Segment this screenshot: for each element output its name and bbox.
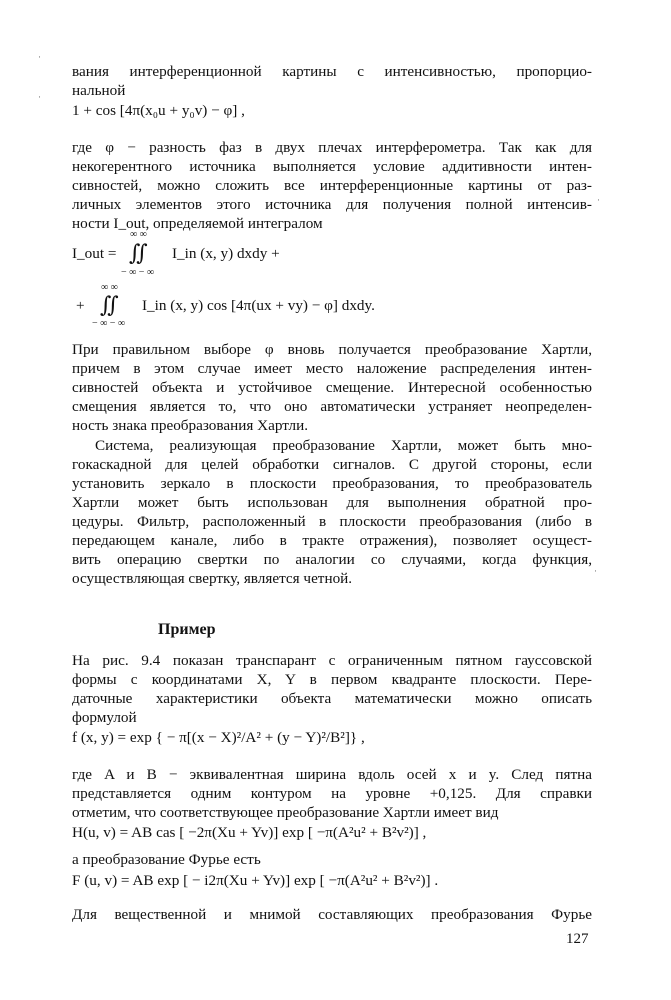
text-line: Для вещественной и мнимой составляющих преобразования Фурье [72, 906, 592, 923]
text-line: а преобразование Фурье есть [72, 851, 261, 868]
text-line: где A и B − эквивалентная ширина вдоль осей x и y. След пятна [72, 766, 592, 783]
text-line: передающем канале, либо в тракте отражения), позволяет осущест- [72, 532, 592, 549]
text-line: осуществляющая свертку, является четной. [72, 570, 353, 587]
text-line: вания интерференционной картины с интенсивностью, пропорцио- [72, 63, 592, 80]
scan-mark: · [38, 52, 41, 62]
integral-lower-limit: − ∞ − ∞ [121, 267, 155, 278]
text-line: представляется одним контуром на уровне +0,125. Для справки [72, 785, 592, 802]
scan-mark: · [594, 566, 597, 576]
text-line: вить операцию свертки по аналогии со случаями, когда функция, [72, 551, 592, 568]
text-line: гокаскадной для целей обработки сигналов. С другой стороны, если [72, 456, 592, 473]
formula-fourier: F (u, v) = AB exp [ − i2π(Xu + Yv)] exp [ −π(A²u² + B²v²)] . [72, 872, 439, 889]
text-line: сивностей, можно сложить все интерференционные картины от раз- [72, 177, 592, 194]
scan-mark: · [597, 195, 600, 205]
integral-lhs: I_out = [72, 245, 117, 262]
text-line: ности I_out, определяемой интегралом [72, 215, 323, 232]
text-line: отметим, что соответствующее преобразование Хартли имеет вид [72, 804, 499, 821]
double-integral-symbol: ∬ [100, 292, 119, 317]
scan-mark: · [38, 92, 41, 102]
integral-upper-limit: ∞ ∞ [130, 229, 147, 240]
text-line: ность знака преобразования Хартли. [72, 417, 308, 434]
page-number: 127 [566, 931, 589, 947]
text-line: даточные характеристики объекта математически можно описать [72, 690, 592, 707]
text-line: формулой [72, 709, 137, 726]
double-integral-symbol: ∬ [129, 240, 148, 265]
integral-term-1: I_in (x, y) dxdy + [172, 245, 280, 262]
integral-lower-limit: − ∞ − ∞ [92, 318, 126, 329]
formula-interference: 1 + cos [4π(x₀u + y₀v) − φ] , [72, 102, 245, 119]
integral-term-2: I_in (x, y) cos [4π(ux + vy) − φ] dxdy. [142, 297, 375, 314]
text-line: цедуры. Фильтр, расположенный в плоскости преобразования (либо в [72, 513, 592, 530]
text-line: смещения является то, что оно автоматически устраняет неопределен- [72, 398, 592, 415]
text-line: При правильном выборе φ вновь получается преобразование Хартли, [72, 341, 592, 358]
text-line: формы с координатами X, Y в первом квадранте плоскости. Пере- [72, 671, 592, 688]
text-line: некогерентного источника выполняется условие аддитивности интен- [72, 158, 592, 175]
formula-gaussian: f (x, y) = exp { − π[(x − X)²/A² + (y − Y)²/B²]} , [72, 729, 365, 746]
text-line: где φ − разность фаз в двух плечах интерферометра. Так как для [72, 139, 592, 156]
text-line: личных элементов этого источника для получения полной интенсив- [72, 196, 592, 213]
text-line: Система, реализующая преобразование Хартли, может быть мно- [95, 437, 592, 454]
section-heading: Пример [158, 621, 216, 638]
text-line: причем в этом случае имеет место наложение распределения интен- [72, 360, 592, 377]
integral-upper-limit: ∞ ∞ [101, 282, 118, 293]
text-line: нальной [72, 82, 126, 99]
text-line: установить зеркало в плоскости преобразования, то преобразователь [72, 475, 592, 492]
formula-hartley: H(u, v) = AB cas [ −2π(Xu + Yv)] exp [ −π(A²u² + B²v²)] , [72, 824, 427, 841]
text-line: сивностей объекта и устойчивое смещение. Интересной особенностью [72, 379, 592, 396]
integral-plus: + [76, 297, 85, 314]
text-line: Хартли может быть использован для выполнения обратной про- [72, 494, 592, 511]
text-line: На рис. 9.4 показан транспарант с ограниченным пятном гауссовской [72, 652, 592, 669]
